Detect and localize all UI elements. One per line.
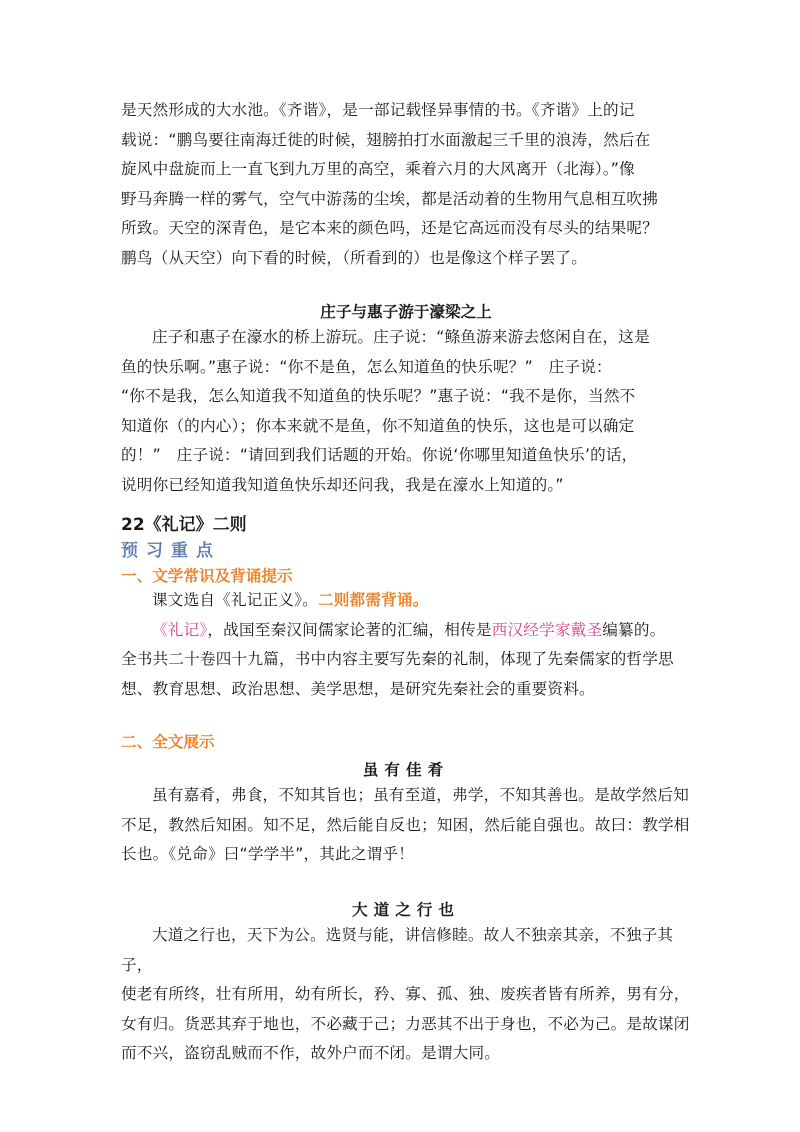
section1-heading: 一、文学常识及背诵提示 xyxy=(121,567,293,585)
section2 xyxy=(121,730,691,754)
paragraph-line: 鹏鸟（从天空）向下看的时候，（所看到的）也是像这个样子罢了。 xyxy=(121,248,588,267)
lesson-title: 22《礼记》二则 xyxy=(121,515,247,535)
paragraph-line: 虽有嘉肴，弗食，不知其旨也；虽有至道，弗学，不知其善也。是故学然后知 xyxy=(152,786,689,804)
jiayao-title: 虽有佳肴 xyxy=(362,761,450,779)
paragraph-line xyxy=(121,616,691,646)
preview-heading: 预习重点 xyxy=(121,541,221,561)
jiayao-body xyxy=(121,781,691,870)
highlight-pink: 西汉经学家戴圣 xyxy=(491,620,603,639)
paragraph-line: 使老有所终，壮有所用，幼有所长，矜、寡、孤、独、废疾者皆有所养，男有分， xyxy=(121,985,690,1003)
lesson-header xyxy=(121,512,691,588)
paragraph-line: 所致。天空的深青色，是它本来的颜色吗，还是它高远而没有尽头的结果呢？ xyxy=(121,219,658,237)
dadao-section xyxy=(121,898,691,922)
paragraph-line: 说明你已经知道我知道鱼快乐却还问我，我是在濠水上知道的。” xyxy=(121,475,564,494)
paragraph-line: 知道你（的内心）；你本来就不是鱼，你不知道鱼的快乐，这也是可以确定 xyxy=(121,416,635,435)
paragraph-line: 想、教育思想、政治思想、美学思想，是研究先秦社会的重要资料。 xyxy=(121,679,595,698)
paragraph-line: 野马奔腾一样的雾气，空气中游荡的尘埃，都是活动着的生物用气息相互吹拂 xyxy=(121,189,658,208)
zhuangzi-section xyxy=(121,300,691,324)
dadao-body xyxy=(121,921,691,1069)
paragraph-line: 载说：“鹏鸟要往南海迁徙的时候，翅膀拍打水面激起三千里的浪涛，然后在 xyxy=(121,130,651,149)
zhuangzi-title: 庄子与惠子游于濠梁之上 xyxy=(320,303,492,321)
text-span: 课文选自《礼记正义》。 xyxy=(152,591,318,609)
paragraph-line: 大道之行也，天下为公。选贤与能，讲信修睦。故人不独亲其亲，不独子其子， xyxy=(121,926,674,974)
section2-heading: 二、全文展示 xyxy=(121,733,215,751)
zhuangzi-body xyxy=(121,323,691,500)
paragraph-line: 是天然形成的大水池。《齐谐》，是一部记载怪异事情的书。《齐谐》上的记 xyxy=(121,101,635,119)
highlight-orange: 二则都需背诵。 xyxy=(317,591,429,609)
dadao-title: 大道之行也 xyxy=(352,901,460,919)
paragraph-line: 全书共二十卷四十九篇，书中内容主要写先秦的礼制，体现了先秦儒家的哲学思 xyxy=(121,650,674,668)
text-span: 编纂的。 xyxy=(602,620,666,639)
paragraph-line: 的！” 庄子说：“请回到我们话题的开始。你说‘你哪里知道鱼快乐’的话， xyxy=(121,446,638,464)
top-paragraph xyxy=(121,96,691,273)
paragraph-line: 旋风中盘旋而上一直飞到九万里的高空，乘着六月的大风离开（北海）。”像 xyxy=(121,160,635,178)
paragraph-line: 而不兴，盗窃乱贼而不作，故外户而不闭。是谓大同。 xyxy=(121,1044,501,1062)
text-span: ，战国至秦汉间儒家论著的汇编，相传是 xyxy=(207,620,492,639)
paragraph-line: “你不是我，怎么知道我不知道鱼的快乐呢？”惠子说：“我不是你，当然不 xyxy=(121,387,636,405)
paragraph-line: 长也。《兑命》曰“学学半”，其此之谓乎！ xyxy=(121,845,415,863)
paragraph-line: 庄子和惠子在濠水的桥上游玩。庄子说：“鲦鱼游来游去悠闲自在，这是 xyxy=(152,328,650,346)
paragraph-line xyxy=(121,586,691,616)
paragraph-line: 女有归。货恶其弃于地也，不必藏于己；力恶其不出于身也，不必为己。是故谋闭 xyxy=(121,1014,690,1033)
jiayao-section xyxy=(121,758,691,782)
section1-body xyxy=(121,586,691,704)
paragraph-line: 鱼的快乐啊。”惠子说：“你不是鱼，怎么知道鱼的快乐呢？” 庄子说： xyxy=(121,357,612,376)
paragraph-line: 不足，教然后知困。知不足，然后能自反也；知困，然后能自强也。故曰：教学相 xyxy=(121,815,690,834)
highlight-pink: 《礼记》 xyxy=(152,620,208,639)
